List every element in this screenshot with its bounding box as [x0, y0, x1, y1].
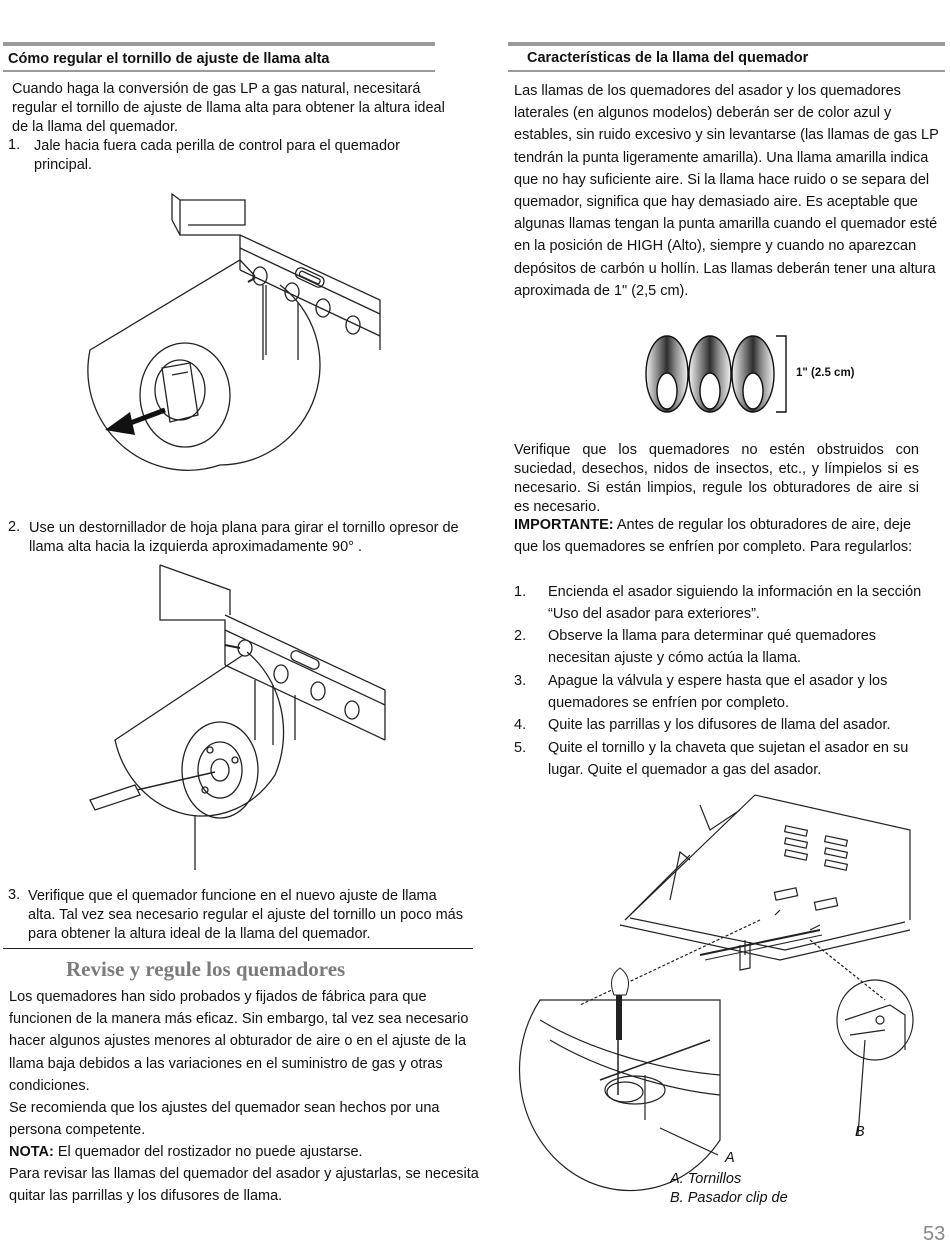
left-header-rule-bottom	[3, 70, 435, 72]
remove-grates-paragraph: Para revisar las llamas del quemador del asador y ajustarlas, se necesita quitar las parrillas y los difusores de llama.	[9, 1166, 479, 1205]
caption-b: B. Pasador clip de	[670, 1190, 788, 1206]
intro-paragraph: Cuando haga la conversión de gas LP a gas natural, necesitará regular el tornillo de ajuste de llama alta para obtener la altura ideal de la llama del quemador.	[12, 81, 445, 135]
section-title-high-flame: Cómo regular el tornillo de ajuste de llama alta	[8, 51, 330, 67]
callout-a: A	[725, 1150, 735, 1166]
important-paragraph	[514, 514, 919, 558]
caption-a: A. Tornillos	[670, 1171, 742, 1187]
important-text: Antes de regular los obturadores de aire, deje que los quemadores se enfríen por completo. Para regularlos:	[514, 517, 913, 556]
competent-person-paragraph: Se recomienda que los ajustes del quemador sean hechos por una persona competente.	[9, 1100, 440, 1139]
callout-b: B	[855, 1124, 865, 1140]
screwdriver-adjust-illustration	[95, 560, 425, 870]
step-3-text: Verifique que el quemador funcione en el nuevo ajuste de llama alta. Tal vez sea necesario regular el ajuste del tornillo un poco más para obtener la altura ideal de la llama del quemador.	[28, 888, 463, 942]
step-1-text: Jale hacia fuera cada perilla de control para el quemador principal.	[34, 138, 400, 173]
section-divider	[3, 948, 473, 949]
section-title-check-burners: Revise y regule los quemadores	[66, 957, 346, 981]
flame-paragraph: Las llamas de los quemadores del asador y los quemadores laterales (en algunos modelos) deberán ser de color azul y estables, sin ruido excesivo y sin levantarse (las llamas de gas LP tendrán la punta ligeramente amarilla). Una llama amarilla indica que no hay suficiente aire. Si la llama hace ruido o se separa del quemador, significa que hay demasiado aire. Es aceptable que algunas llamas tengan la punta amarilla cuando el quemador esté en la posición de HIGH (Alto), siempre y cuando no aparezcan depósitos de carbón u hollín. Las llamas deberán tener una altura aproximada de 1" (2,5 cm).	[514, 83, 939, 299]
adjust-step-4-number: 4.	[514, 717, 527, 733]
nota-label: NOTA:	[9, 1144, 54, 1160]
left-header-rule	[3, 42, 435, 46]
nota-text: El quemador del rostizador no puede ajustarse.	[53, 1144, 363, 1160]
adjust-step-2-number: 2.	[514, 628, 527, 644]
step-1-number: 1.	[8, 137, 21, 153]
section-title-flame-characteristics: Características de la llama del quemador	[527, 50, 809, 66]
verify-paragraph: Verifique que los quemadores no estén obstruidos con suciedad, desechos, nidos de insectos, etc., y límpielos si es necesario. Si están limpios, regule los obturadores de aire si es necesario.	[514, 442, 919, 515]
adjust-step-1-number: 1.	[514, 584, 527, 600]
adjust-step-2-text: Observe la llama para determinar qué quemadores necesitan ajuste y cómo actúa la llama.	[548, 628, 877, 667]
adjust-step-1-text: Encienda el asador siguiendo la información en la sección “Uso del asador para exteriores”.	[548, 584, 922, 623]
page-number: 53	[923, 1223, 946, 1245]
burner-removal-illustration	[530, 790, 930, 1150]
knob-removal-illustration	[80, 190, 410, 490]
adjust-step-3-number: 3.	[514, 673, 527, 689]
right-header-rule	[508, 42, 945, 46]
right-header-rule-bottom	[508, 70, 945, 72]
adjust-step-3-text: Apague la válvula y espere hasta que el asador y los quemadores se enfríen por completo.	[548, 673, 888, 712]
flame-height-illustration	[643, 333, 818, 418]
flame-height-label: 1" (2.5 cm)	[796, 367, 855, 379]
burners-paragraph: Los quemadores han sido probados y fijados de fábrica para que funcionen de la manera más eficaz. Sin embargo, tal vez sea necesario hacer algunos ajustes menores al obturador de aire o en el ajuste de la llama baja debidos a las variaciones en el suministro de gas y otras condiciones.	[9, 989, 469, 1094]
adjust-step-4-text: Quite las parrillas y los difusores de llama del asador.	[548, 717, 891, 733]
step-2-text: Use un destornillador de hoja plana para girar el tornillo opresor de llama alta hacia la izquierda aproximadamente 90° .	[29, 520, 459, 555]
adjust-step-5-text: Quite el tornillo y la chaveta que sujetan el asador en su lugar. Quite el quemador a gas del asador.	[548, 740, 909, 779]
step-2-number: 2.	[8, 519, 21, 535]
step-3-number: 3.	[8, 887, 21, 903]
nota-paragraph	[9, 1141, 487, 1163]
important-label: IMPORTANTE:	[514, 517, 614, 533]
adjust-step-5-number: 5.	[514, 740, 527, 756]
